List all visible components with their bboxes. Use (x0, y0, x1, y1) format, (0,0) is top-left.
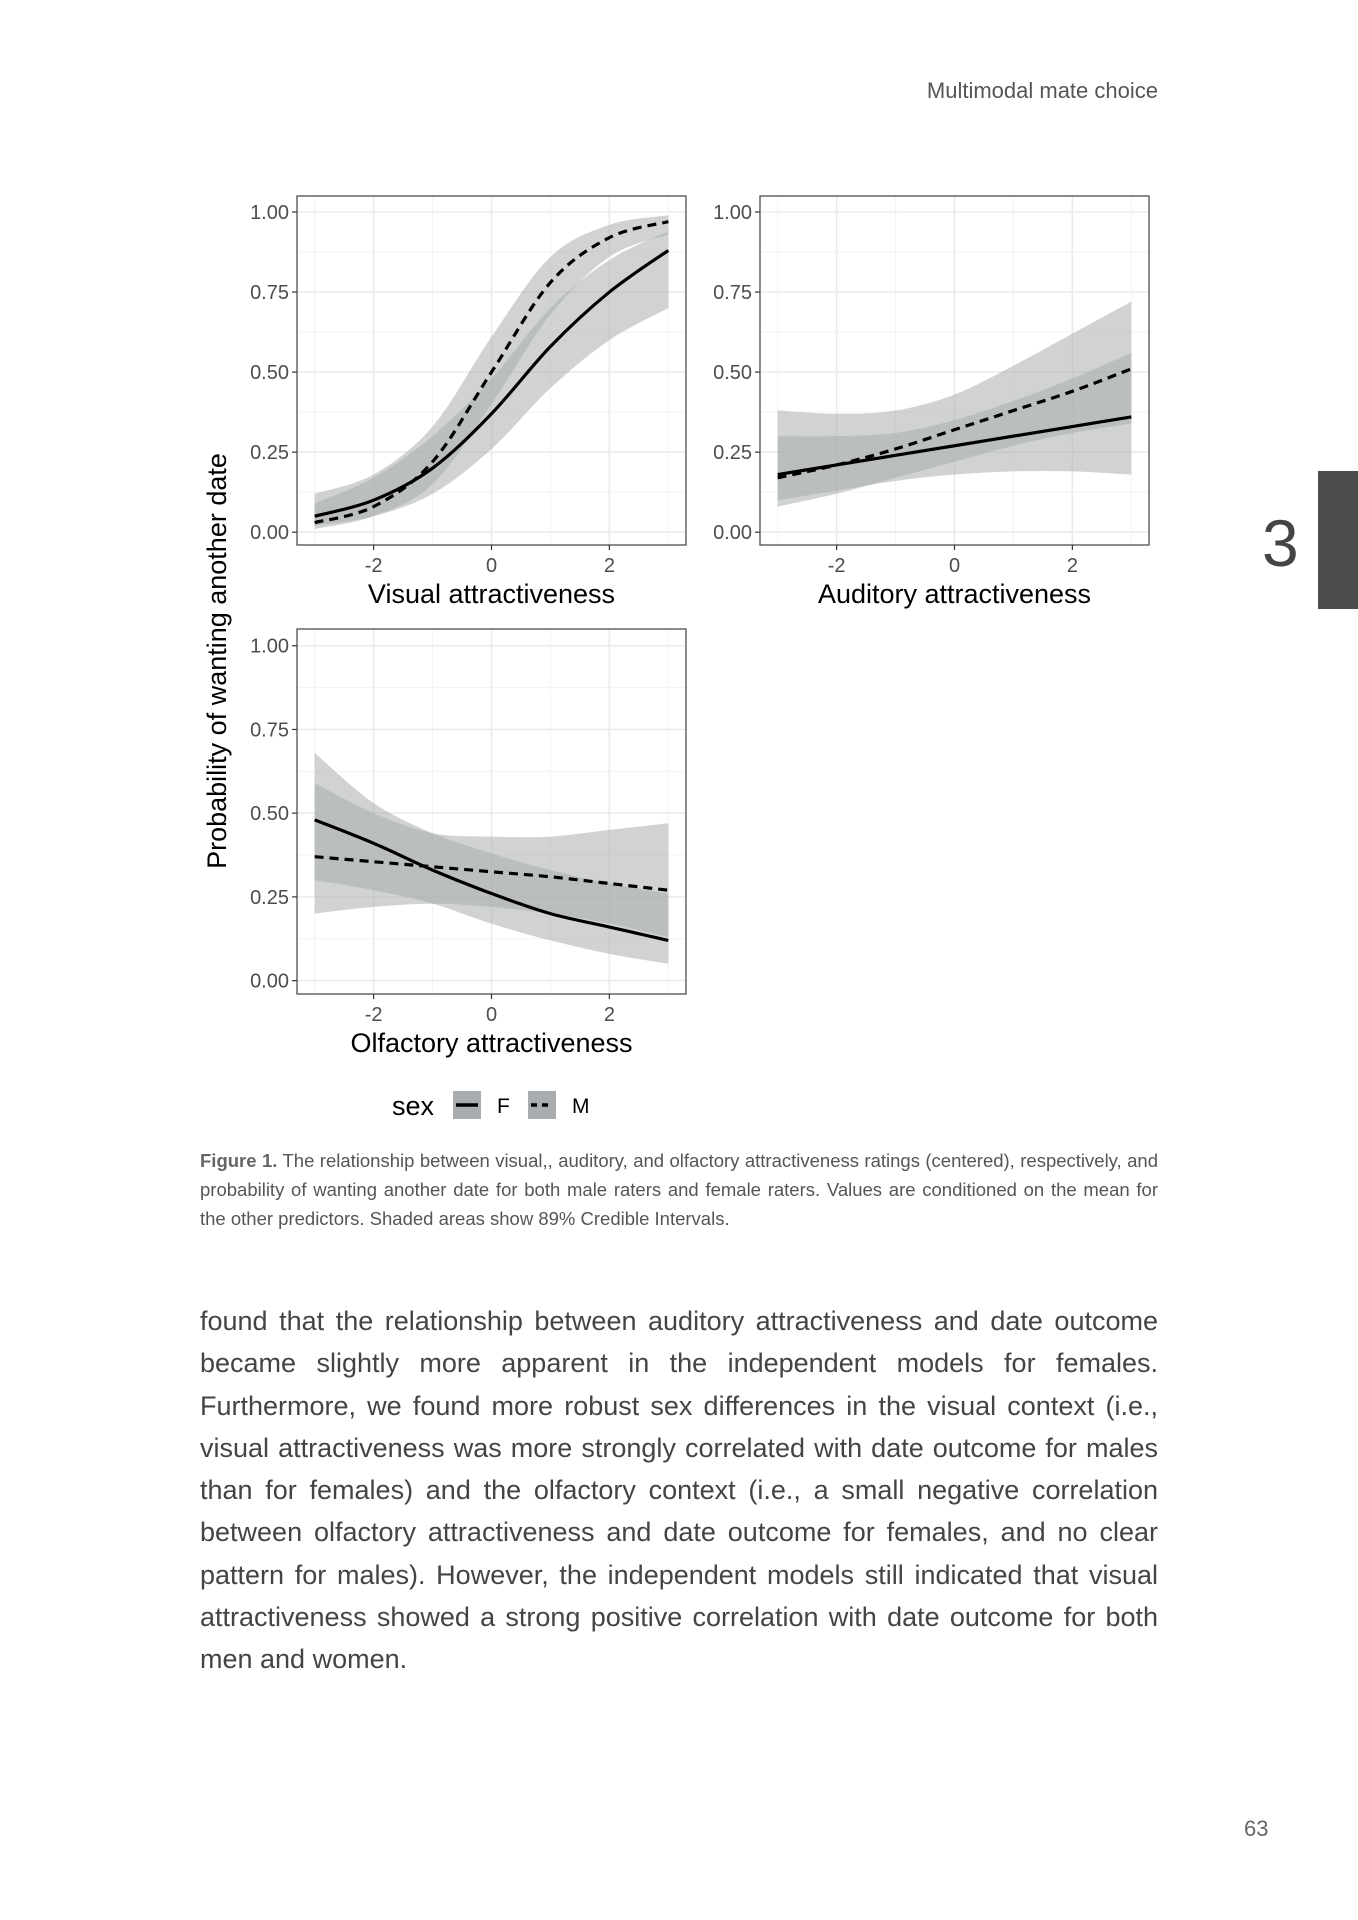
y-tick-label: 0.00 (250, 970, 289, 993)
legend (392, 1091, 590, 1121)
panel-auditory (713, 196, 1149, 609)
y-tick-label: 0.25 (713, 442, 752, 465)
legend-title: sex (392, 1091, 435, 1121)
y-tick-label: 0.25 (250, 886, 289, 909)
y-tick-label: 0.50 (250, 362, 289, 385)
x-tick-label: 2 (603, 1004, 615, 1026)
body-paragraph: found that the relationship between auditory attractiveness and date outcome became slightly more apparent in the independent models for females. Furthermore, we found more robust sex differences in the visual context (i.e., visual attractiveness was more strongly correlated with date outcome for males than for females) and the olfactory context (i.e., a small negative correlation between olfactory attractiveness and date outcome for females, and no clear pattern for males). However, the independent models still indicated that visual attractiveness showed a strong positive correlation with date outcome for both men and women. (200, 1306, 1158, 1675)
x-tick-label: -2 (827, 555, 846, 577)
y-tick-label: 0.00 (713, 522, 752, 545)
y-tick-label: 0.50 (250, 803, 289, 826)
x-tick-label: -2 (364, 1004, 383, 1026)
page-number: 63 (1244, 1816, 1269, 1841)
chapter-number: 3 (1262, 506, 1299, 580)
y-tick-label: 0.00 (250, 522, 289, 545)
x-tick-label: 0 (485, 555, 498, 577)
legend-label-M: M (572, 1095, 590, 1118)
x-tick-label: -2 (364, 555, 383, 577)
x-tick-label: 0 (948, 555, 961, 577)
y-tick-label: 0.75 (713, 282, 752, 305)
y-tick-label: 1.00 (250, 635, 289, 658)
legend-label-F: F (497, 1095, 510, 1118)
figure-caption (200, 1146, 1158, 1233)
y-tick-label: 1.00 (713, 202, 752, 225)
x-axis-title: Visual attractiveness (367, 579, 616, 609)
y-axis-title: Probability of wanting another date (202, 453, 232, 869)
x-axis-title: Auditory attractiveness (817, 579, 1092, 609)
y-tick-label: 0.50 (713, 362, 752, 385)
x-axis-title: Olfactory attractiveness (350, 1028, 633, 1058)
y-tick-label: 0.75 (250, 282, 289, 305)
x-tick-label: 0 (485, 1004, 498, 1026)
y-tick-label: 0.75 (250, 719, 289, 742)
panel-visual (250, 196, 686, 609)
caption-label: Figure 1. (200, 1150, 278, 1171)
caption-text: The relationship between visual,, auditory, and olfactory attractiveness ratings (centered), respectively, and probability of wanting another date for both male raters and female raters. Values are conditioned on the mean for the other predictors. Shaded areas show 89% Credible Intervals. (200, 1150, 1158, 1229)
panel-olfactory (250, 629, 686, 1058)
x-tick-label: 2 (603, 555, 615, 577)
y-tick-label: 0.25 (250, 442, 289, 465)
x-tick-label: 2 (1066, 555, 1078, 577)
y-tick-label: 1.00 (250, 202, 289, 225)
running-title: Multimodal mate choice (926, 78, 1158, 103)
